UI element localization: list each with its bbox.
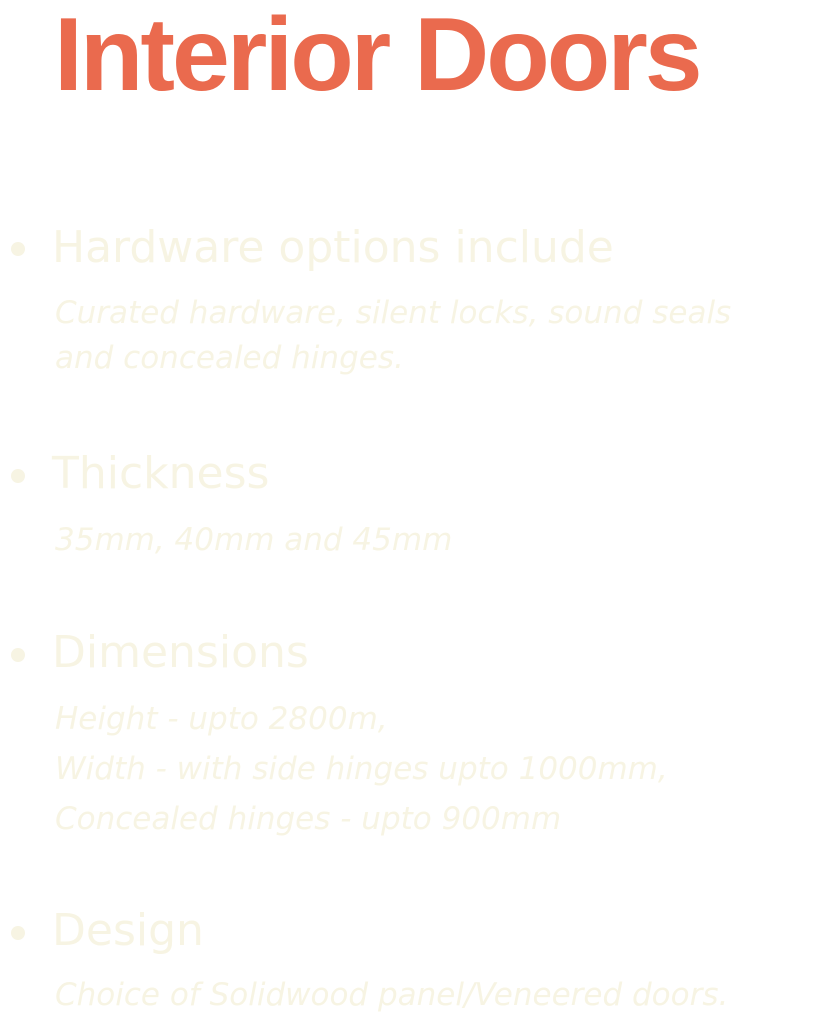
bullet-icon (11, 926, 25, 940)
bullet-icon (11, 469, 25, 483)
description-line: Curated hardware, silent locks, sound seals (55, 295, 732, 331)
page-title: Interior Doors (54, 0, 700, 113)
feature-heading: Design (52, 905, 204, 956)
feature-description (55, 515, 452, 565)
bullet-icon (11, 648, 25, 662)
description-line: and concealed hinges. (55, 340, 404, 376)
feature-description (55, 288, 731, 383)
description-line: Choice of Solidwood panel/Veneered doors. (55, 977, 729, 1013)
description-line: Height - upto 2800m, (55, 701, 388, 737)
bullet-icon (11, 242, 25, 256)
description-line: Concealed hinges - upto 900mm (55, 801, 562, 837)
feature-heading: Hardware options include (52, 222, 614, 273)
description-line: 35mm, 40mm and 45mm (55, 522, 453, 558)
feature-heading: Thickness (52, 448, 270, 499)
feature-description (55, 970, 728, 1020)
description-line: Width - with side hinges upto 1000mm, (55, 751, 668, 787)
feature-description (55, 694, 668, 844)
feature-heading: Dimensions (52, 627, 309, 678)
